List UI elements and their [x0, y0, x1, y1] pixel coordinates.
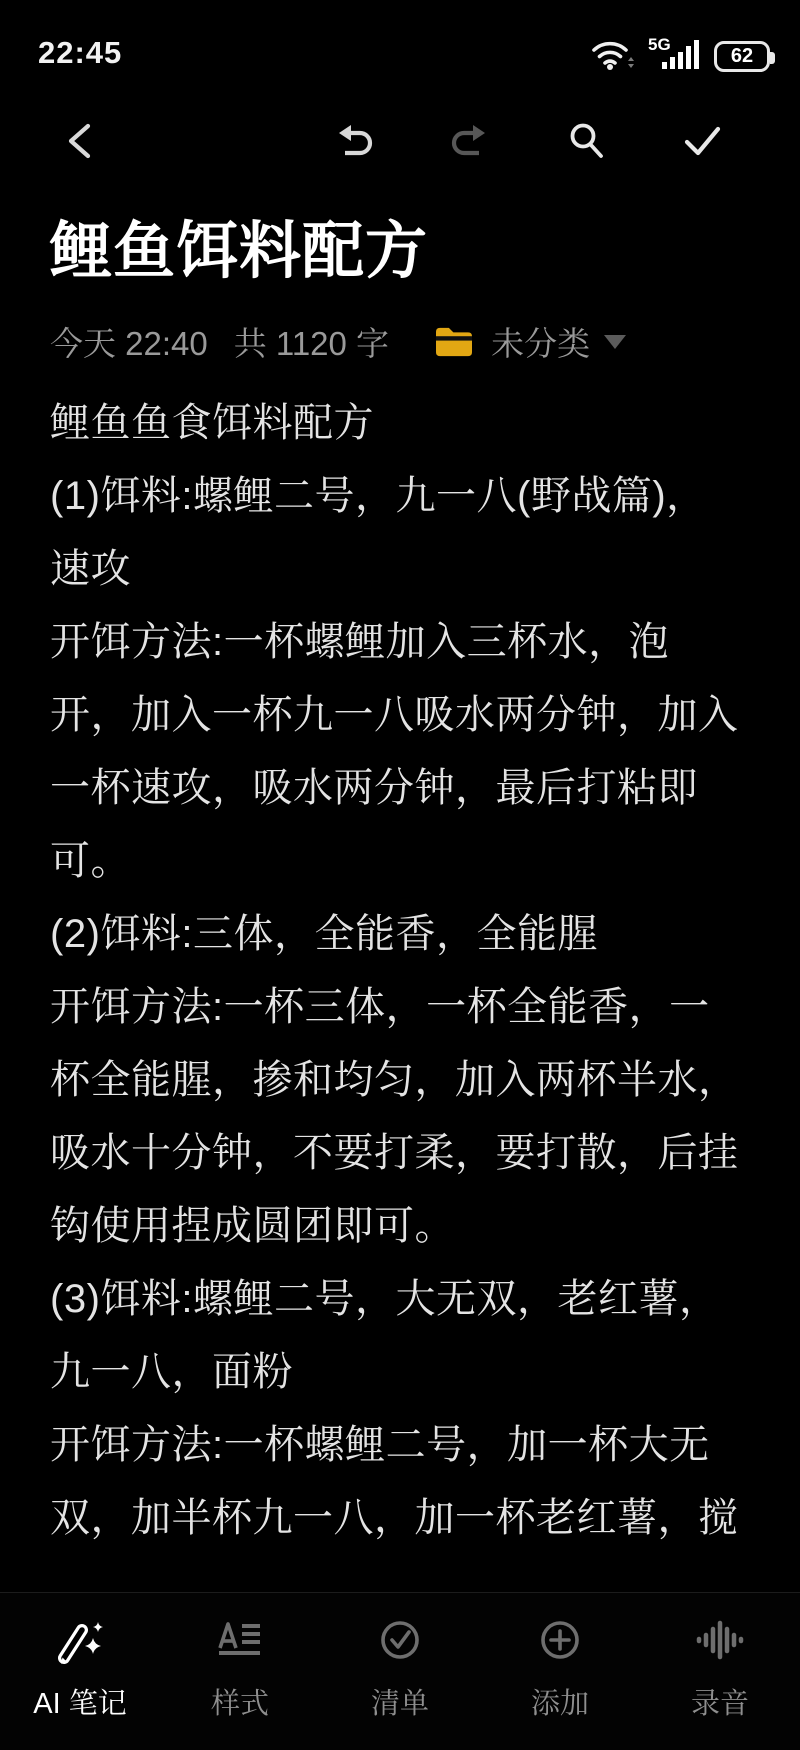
voice-waveform-icon [692, 1617, 748, 1669]
add-label: 添加 [530, 1688, 589, 1720]
note-text-line[interactable]: 钩使用捏成圆团即可。 [50, 1204, 455, 1248]
note-text-line[interactable]: 一杯速攻，吸水两分钟，最后打粘即 [50, 766, 698, 810]
cellular-signal-icon [648, 34, 704, 72]
chevron-down-icon[interactable] [604, 335, 626, 349]
voice-record-button[interactable] [640, 1617, 800, 1750]
battery-icon [714, 41, 770, 72]
wifi-icon [590, 36, 638, 72]
redo-button[interactable] [448, 119, 492, 163]
note-text-line[interactable]: 开饵方法:一杯螺鲤加入三杯水，泡 [50, 620, 670, 664]
search-button[interactable] [564, 119, 608, 163]
note-text-line[interactable]: 开，加入一杯九一八吸水两分钟，加入 [50, 693, 739, 737]
text-style-icon [212, 1617, 268, 1669]
undo-button[interactable] [332, 119, 376, 163]
note-text-line[interactable]: (1)饵料:螺鲤二号，九一八(野战篇)， [50, 474, 707, 518]
ai-note-button[interactable] [0, 1617, 160, 1750]
ai-note-label: AI 笔记 [33, 1688, 127, 1720]
note-title[interactable]: 鲤鱼饵料配方 [50, 217, 429, 286]
network-type-label: 5G [648, 35, 671, 54]
battery-percent: 62 [730, 45, 754, 67]
style-label: 样式 [210, 1688, 269, 1720]
status-icons [590, 34, 770, 72]
status-bar [0, 0, 800, 80]
back-button[interactable] [60, 119, 104, 163]
checklist-button[interactable] [320, 1617, 480, 1750]
note-body-editor[interactable] [50, 387, 800, 1555]
folder-icon [433, 324, 475, 360]
checkmark-icon [680, 119, 724, 163]
ai-pen-sparkle-icon [52, 1617, 108, 1669]
voice-record-label: 录音 [690, 1688, 749, 1720]
word-count: 共 1120 字 [233, 325, 390, 362]
note-text-line[interactable]: 开饵方法:一杯螺鲤二号，加一杯大无 [50, 1423, 710, 1467]
chevron-left-icon [60, 119, 104, 163]
note-text-line[interactable]: 吸水十分钟，不要打柔，要打散，后挂 [50, 1131, 739, 1175]
search-icon [564, 119, 608, 163]
note-text-line[interactable]: 九一八，面粉 [50, 1350, 293, 1394]
note-date: 今天 22:40 [50, 325, 208, 362]
note-text-line[interactable]: 开饵方法:一杯三体，一杯全能香，一 [50, 985, 710, 1029]
bottom-toolbar [0, 1592, 800, 1750]
add-button[interactable] [480, 1617, 640, 1750]
undo-icon [332, 119, 376, 163]
clock: 22:45 [38, 35, 123, 70]
category-selector[interactable]: 未分类 [491, 325, 591, 362]
redo-icon [448, 119, 492, 163]
toolbar-actions [332, 119, 800, 163]
note-text-line[interactable]: 鲤鱼鱼食饵料配方 [50, 401, 374, 445]
note-text-line[interactable]: (3)饵料:螺鲤二号，大无双，老红薯， [50, 1277, 720, 1321]
checklist-label: 清单 [370, 1688, 429, 1720]
note-text-line[interactable]: (2)饵料:三体，全能香，全能腥 [50, 912, 598, 956]
add-circle-icon [532, 1617, 588, 1669]
editor-toolbar [0, 110, 800, 172]
battery-nub [770, 52, 775, 64]
note-text-line[interactable]: 速攻 [50, 547, 131, 591]
style-button[interactable] [160, 1617, 320, 1750]
note-text-line[interactable]: 杯全能腥，掺和均匀，加入两杯半水， [50, 1058, 739, 1102]
note-text-line[interactable]: 可。 [50, 839, 131, 883]
confirm-button[interactable] [680, 119, 724, 163]
note-meta [50, 318, 750, 365]
checklist-circle-icon [372, 1617, 428, 1669]
note-text-line[interactable]: 双，加半杯九一八，加一杯老红薯，搅 [50, 1496, 739, 1540]
